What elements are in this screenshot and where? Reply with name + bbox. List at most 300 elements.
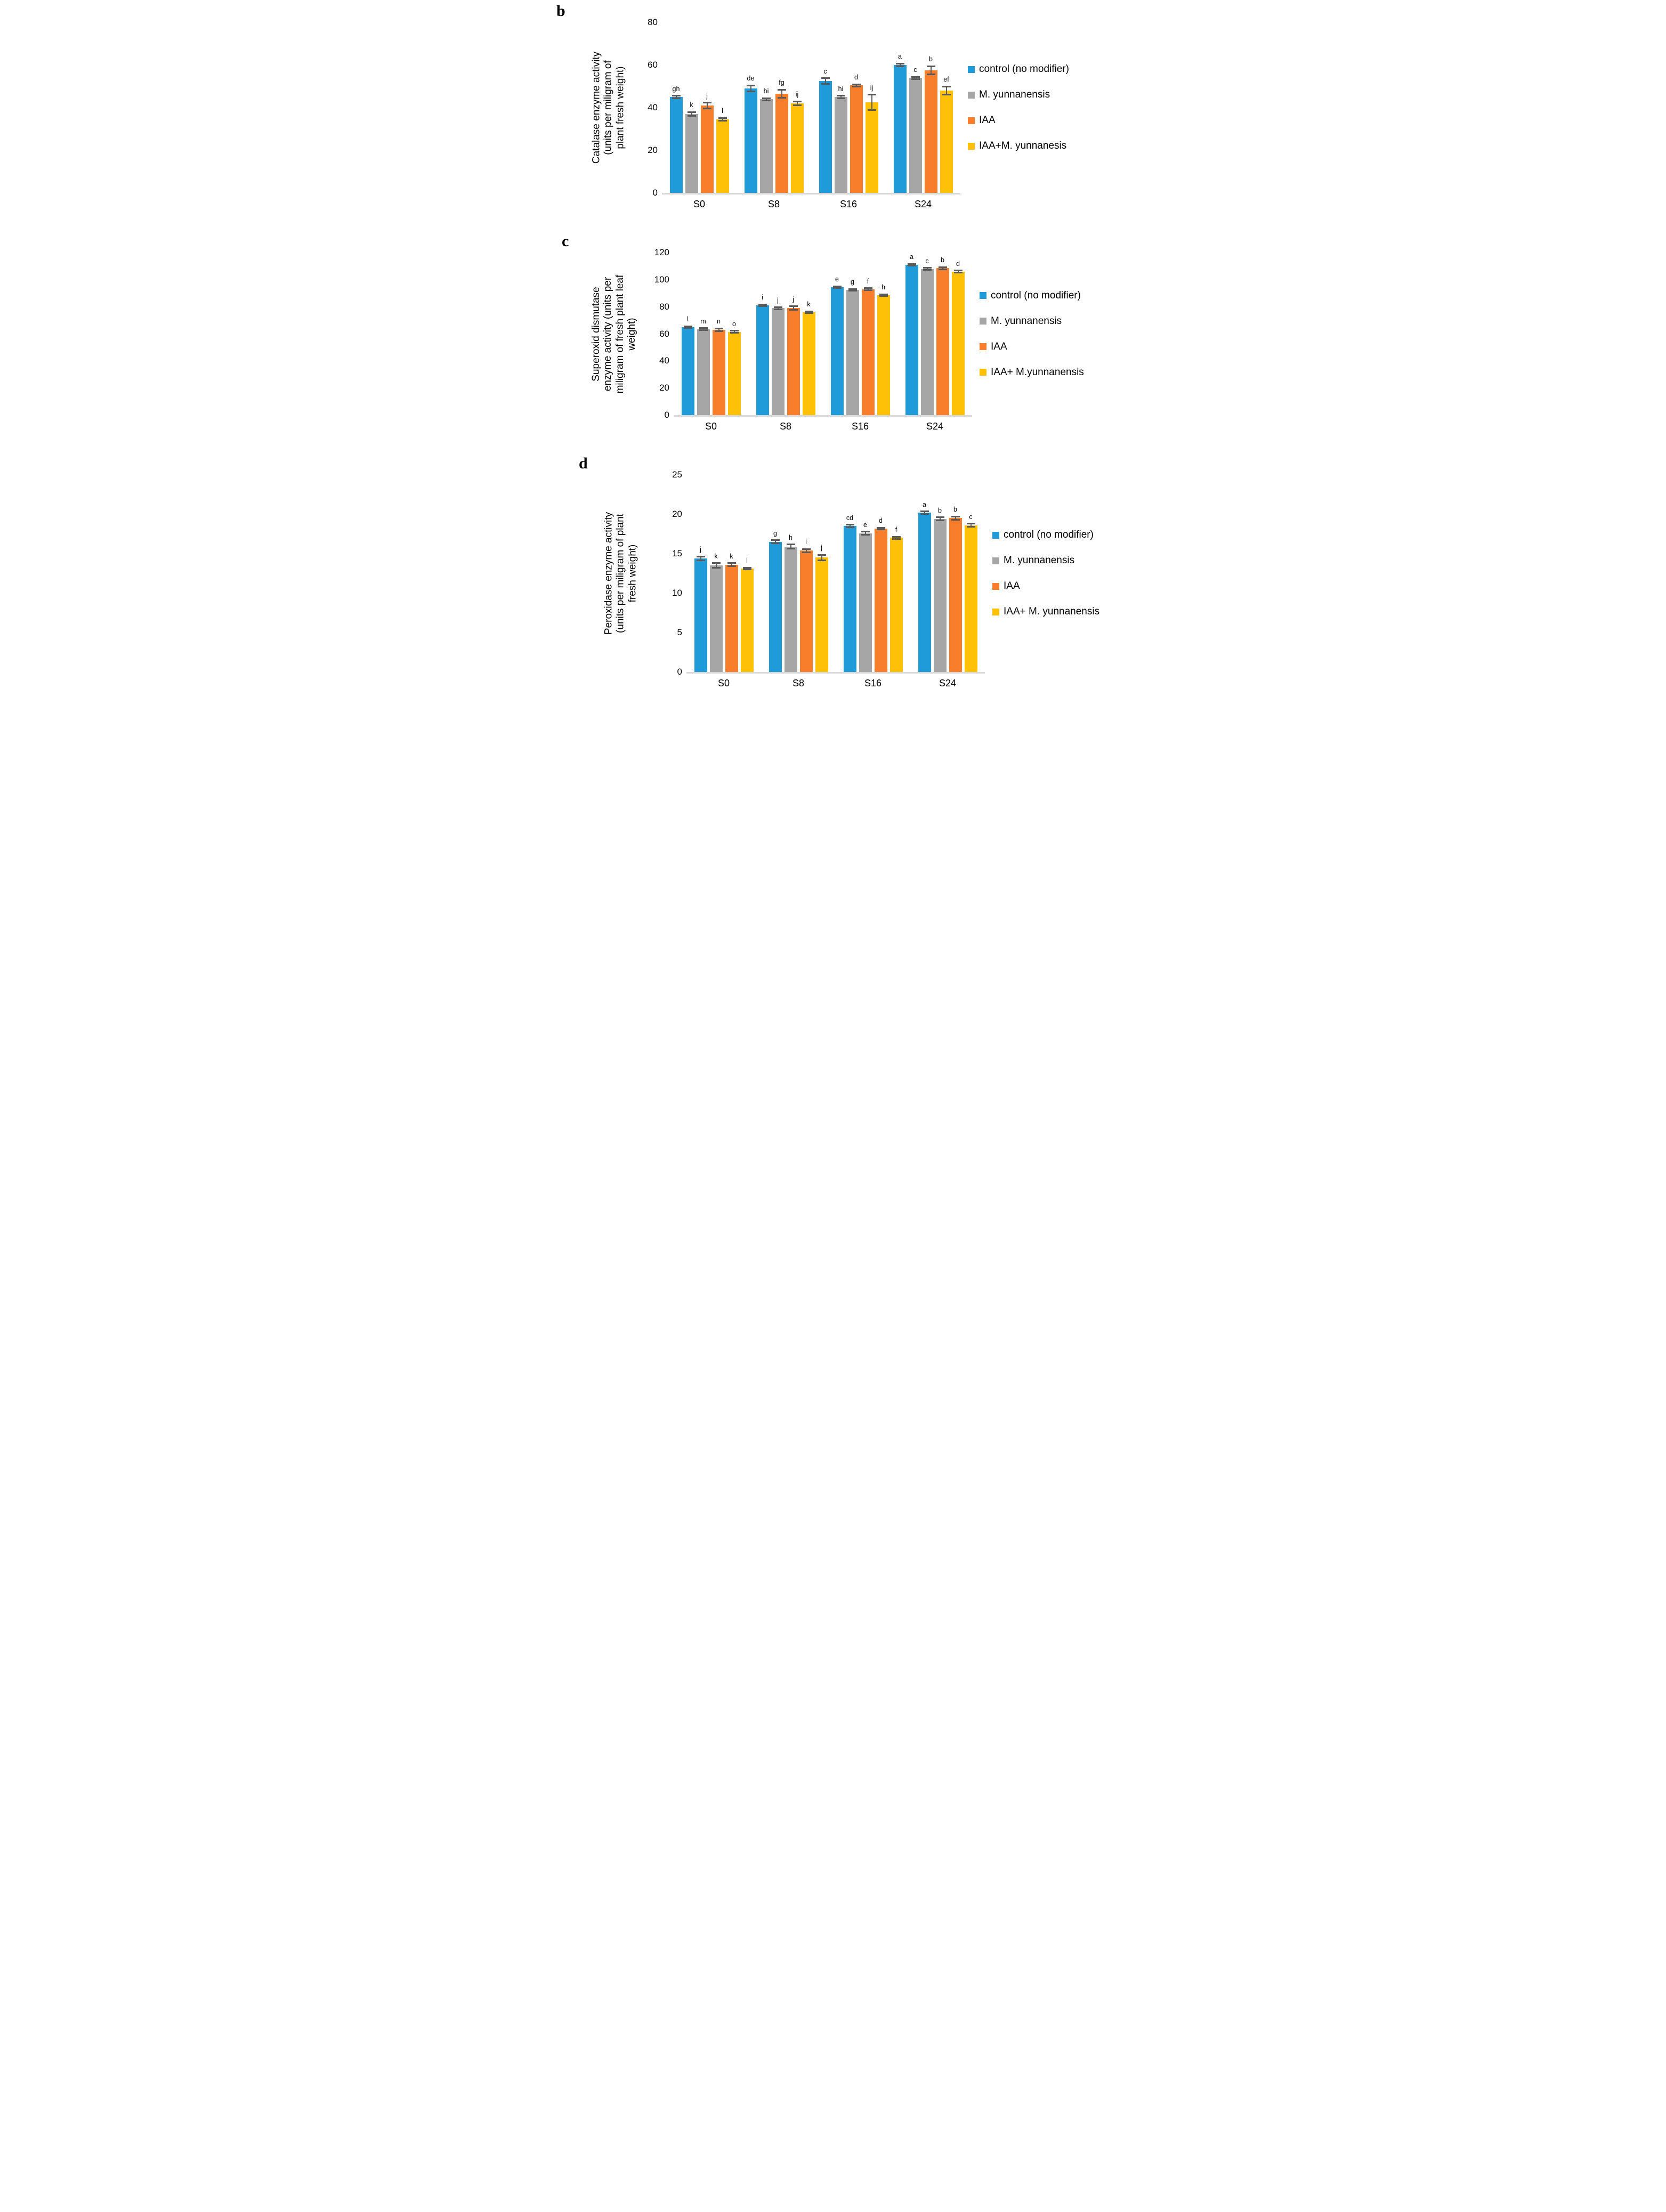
legend-label: IAA [991, 341, 1007, 352]
panel-b [555, 3, 1111, 210]
bar-group-S16 [817, 22, 880, 193]
bar-slot [694, 475, 707, 672]
significance-letter: c [925, 257, 929, 265]
y-tick-label: 0 [652, 188, 658, 198]
bar [670, 97, 683, 193]
bar-group-S0 [668, 22, 731, 193]
bar-slot [940, 22, 953, 193]
y-tick-label: 20 [672, 509, 682, 519]
error-bar-cap-top [954, 270, 963, 271]
bar [697, 329, 710, 415]
y-tick-label: 0 [677, 667, 682, 677]
legend-item [968, 115, 1069, 126]
bar-slot [949, 475, 962, 672]
error-bar-cap-bottom [942, 94, 951, 95]
legend-swatch-icon [968, 66, 975, 73]
chart-row [555, 247, 1111, 420]
error-bar-cap-top [927, 66, 935, 67]
bar-slot [909, 22, 922, 193]
legend-label: control (no modifier) [1004, 529, 1094, 540]
significance-letter: e [863, 521, 867, 529]
error-bar-cap-top [778, 89, 786, 91]
error-bar-cap-bottom [864, 289, 872, 291]
error-bar-cap-top [936, 516, 944, 518]
bar-slot [890, 475, 903, 672]
bar-slot [756, 253, 769, 415]
panel-letter: b [556, 2, 565, 20]
significance-letter: gh [672, 85, 680, 93]
bar-slot [745, 22, 757, 193]
error-bar-cap-bottom [718, 120, 727, 121]
error-bar-cap-top [821, 77, 830, 79]
significance-letter: hi [763, 87, 769, 95]
bar [769, 542, 782, 672]
error-bar-cap-bottom [699, 329, 708, 331]
legend [992, 475, 1099, 672]
significance-letter: j [792, 295, 794, 303]
bar [850, 85, 863, 193]
bar [934, 519, 947, 672]
bar [835, 97, 847, 193]
figure-enzyme-activity-panels [555, 0, 1111, 689]
error-bar-cap-top [747, 85, 755, 86]
legend-item [980, 315, 1084, 327]
bar [862, 289, 875, 415]
bar-slot [850, 22, 863, 193]
bar [682, 327, 694, 415]
bar-slot [815, 475, 828, 672]
error-bar-cap-top [802, 548, 811, 550]
error-bar-cap-bottom [778, 97, 786, 99]
bar [710, 565, 723, 672]
error-bar-cap-top [758, 304, 767, 305]
bar-slot [831, 253, 844, 415]
error-bar-cap-bottom [908, 265, 916, 266]
significance-letter: f [895, 526, 897, 534]
x-category-label: S8 [792, 678, 805, 688]
chart-row [555, 17, 1111, 198]
error-bar-cap-bottom [861, 534, 870, 536]
y-tick-label: 5 [677, 627, 682, 637]
bar-slot [682, 253, 694, 415]
x-category-label: S16 [864, 678, 882, 688]
plot-area [662, 22, 960, 195]
bar [760, 99, 773, 193]
y-axis-title-wrap [581, 22, 636, 193]
error-bar-cap-top [715, 328, 723, 329]
bar-slot [800, 475, 813, 672]
bar [921, 269, 934, 416]
legend-item [980, 367, 1084, 378]
error-bar-cap-top [852, 84, 861, 85]
y-axis-ticks [636, 17, 662, 198]
bar-slot [701, 22, 714, 193]
bar [772, 308, 785, 415]
error-bar-cap-top [789, 305, 798, 307]
error-bar-cap-bottom [688, 115, 696, 117]
significance-letter: ef [943, 76, 949, 84]
legend-label: M. yunnanensis [1004, 555, 1075, 566]
bar [713, 330, 725, 415]
significance-letter: i [762, 294, 763, 302]
error-bar-cap-top [848, 288, 857, 290]
significance-letter: j [706, 92, 708, 100]
legend-swatch-icon [968, 143, 975, 150]
bar-slot [965, 475, 977, 672]
y-tick-label: 120 [654, 247, 669, 257]
error-bar-cap-top [942, 86, 951, 87]
bar-group-S8 [767, 475, 830, 672]
bar-slot [877, 253, 890, 415]
error-bar-cap-bottom [927, 74, 935, 75]
error-bar-cap-bottom [821, 83, 830, 85]
bar [785, 547, 797, 672]
bar-group-S8 [742, 22, 805, 193]
legend-swatch-icon [980, 343, 986, 350]
y-tick-label: 40 [648, 102, 658, 112]
significance-letter: j [700, 546, 701, 554]
x-axis-category-row [662, 199, 960, 210]
bar-slot [921, 253, 934, 415]
bar-slot [934, 475, 947, 672]
legend-item [992, 580, 1099, 592]
y-tick-label: 80 [648, 17, 658, 27]
y-axis-title: Catalase enzyme activity (units per miligram of plant fresh weight) [591, 51, 626, 164]
error-bar-cap-top [743, 567, 751, 569]
bar-slot [862, 253, 875, 415]
legend-swatch-icon [980, 318, 986, 325]
significance-letter: c [823, 67, 827, 75]
y-tick-label: 80 [659, 301, 669, 312]
error-bar-cap-bottom [818, 560, 826, 561]
error-bar-cap-top [868, 94, 876, 95]
bar [787, 308, 800, 415]
bar [890, 538, 903, 672]
bar-group-S16 [829, 253, 892, 415]
significance-letter: e [835, 276, 839, 283]
bar [905, 265, 918, 415]
bar-slot [925, 22, 937, 193]
error-bar-cap-top [727, 562, 736, 564]
y-axis-title: Superoxid dismutase enzyme activity (units per miligram of fresh plant leaf weight) [591, 274, 638, 393]
error-bar-cap-top [774, 306, 782, 308]
error-bar-cap-bottom [747, 91, 755, 92]
error-bar-cap-top [697, 556, 705, 557]
error-bar-cap-top [920, 511, 929, 512]
bar [877, 295, 890, 415]
error-bar-cap-bottom [762, 100, 771, 101]
legend-label: IAA+M. yunnanesis [979, 140, 1067, 151]
error-bar-cap-top [793, 101, 802, 102]
bar [728, 332, 741, 415]
bar-slot [785, 475, 797, 672]
y-tick-label: 100 [654, 274, 669, 285]
bar [800, 550, 813, 672]
bar-group-S16 [842, 475, 904, 672]
error-bar-cap-bottom [868, 109, 876, 111]
bar [875, 529, 887, 672]
significance-letter: d [956, 260, 960, 268]
legend-label: M. yunnanensis [979, 89, 1050, 100]
error-bar-cap-top [939, 266, 947, 268]
error-bar-cap-top [896, 63, 904, 64]
bar-slot [725, 475, 738, 672]
error-bar-cap-top [699, 327, 708, 329]
significance-letter: b [929, 55, 933, 63]
legend-swatch-icon [968, 92, 975, 99]
bar-slot [846, 253, 859, 415]
significance-letter: h [881, 283, 885, 291]
legend-swatch-icon [968, 117, 975, 124]
error-bar-cap-top [672, 95, 681, 96]
legend-label: IAA+ M. yunnanensis [1004, 606, 1100, 617]
error-bar-cap-bottom [967, 526, 975, 528]
y-axis-title: Peroxidase enzyme activity (units per miligram of plant fresh weight) [603, 512, 638, 635]
significance-letter: d [854, 74, 858, 81]
legend-item [968, 63, 1069, 75]
x-category-label: S8 [767, 199, 780, 209]
bar [894, 65, 907, 193]
error-bar-cap-bottom [715, 330, 723, 332]
significance-letter: k [730, 552, 733, 560]
bar-slot [918, 475, 931, 672]
x-category-label: S0 [717, 678, 730, 688]
significance-letter: m [700, 317, 706, 325]
bar [716, 119, 729, 193]
bar [791, 103, 804, 193]
legend-label: IAA+ M.yunnanensis [991, 366, 1084, 378]
y-tick-label: 0 [664, 410, 669, 420]
legend-label: M. yunnanensis [991, 315, 1062, 327]
legend-item [968, 89, 1069, 101]
error-bar-cap-top [923, 267, 932, 269]
bar-slot [844, 475, 856, 672]
bar-slot [791, 22, 804, 193]
bar-slot [866, 22, 878, 193]
error-bar-cap-top [861, 531, 870, 532]
significance-letter: i [805, 538, 807, 546]
y-tick-label: 25 [672, 469, 682, 480]
bar-group-S0 [680, 253, 742, 415]
bar-slot [760, 22, 773, 193]
bar [725, 565, 738, 672]
y-tick-label: 20 [648, 145, 658, 155]
significance-letter: n [717, 318, 721, 326]
error-bar-cap-bottom [837, 98, 845, 99]
y-axis [555, 17, 662, 198]
error-bar-cap-top [908, 263, 916, 265]
error-bar-cap-top [718, 117, 727, 119]
legend-swatch-icon [980, 369, 986, 376]
legend [980, 253, 1084, 415]
significance-letter: cd [846, 514, 854, 522]
error-bar-cap-bottom [672, 98, 681, 99]
plot-area [686, 475, 985, 674]
bar [803, 312, 815, 415]
bar [756, 305, 769, 415]
error-bar-cap-bottom [852, 86, 861, 87]
error-bar-cap-top [837, 95, 845, 96]
bar-slot [905, 253, 918, 415]
y-axis-title-wrap [581, 475, 661, 672]
y-axis-ticks [648, 247, 674, 420]
significance-letter: f [867, 277, 869, 285]
significance-letter: j [777, 296, 779, 304]
bar [918, 513, 931, 672]
significance-letter: b [941, 256, 944, 264]
legend-item [980, 290, 1084, 302]
bar-slot [936, 253, 949, 415]
bar-slot [835, 22, 847, 193]
bar-group-S0 [692, 475, 755, 672]
error-bar-cap-top [833, 286, 842, 287]
bar-slot [772, 253, 785, 415]
error-bar-cap-bottom [896, 66, 904, 67]
y-axis [555, 247, 674, 420]
significance-letter: c [969, 513, 973, 521]
error-bar-cap-bottom [730, 332, 739, 334]
bar [846, 290, 859, 415]
significance-letter: k [714, 552, 718, 560]
error-bar-cap-top [730, 330, 739, 331]
significance-letter: l [722, 107, 723, 115]
x-category-label: S24 [914, 199, 932, 209]
bar-group-S24 [892, 22, 955, 193]
significance-letter: hi [838, 85, 844, 93]
error-bar-cap-bottom [920, 513, 929, 515]
error-bar-cap-top [805, 311, 813, 312]
bar [694, 558, 707, 672]
bar [819, 81, 832, 193]
bar-slot [728, 253, 741, 415]
bar [701, 106, 714, 193]
error-bar-cap-top [818, 554, 826, 556]
bar-slot [894, 22, 907, 193]
legend-item [992, 529, 1099, 541]
significance-letter: c [913, 66, 917, 74]
error-bar-cap-bottom [787, 548, 795, 549]
x-category-label: S16 [839, 199, 858, 209]
error-bar-cap-bottom [727, 565, 736, 567]
significance-letter: de [747, 75, 755, 83]
bar [936, 268, 949, 415]
bar [685, 114, 698, 193]
bar-slot [685, 22, 698, 193]
x-category-label: S0 [705, 421, 717, 432]
legend-label: control (no modifier) [979, 63, 1069, 75]
bar [745, 88, 757, 193]
legend-swatch-icon [980, 292, 986, 299]
x-category-label: S0 [693, 199, 706, 209]
x-category-label: S16 [851, 421, 869, 432]
legend-item [968, 140, 1069, 152]
legend-label: control (no modifier) [991, 289, 1081, 301]
error-bar-cap-bottom [771, 542, 780, 544]
significance-letter: b [938, 506, 942, 514]
bar [949, 518, 962, 672]
error-bar-cap-bottom [877, 529, 885, 530]
error-bar-cap-bottom [879, 295, 888, 297]
error-bar-cap-bottom [848, 290, 857, 291]
y-tick-label: 20 [659, 383, 669, 393]
error-bar-cap-bottom [805, 312, 813, 314]
legend-swatch-icon [992, 609, 999, 615]
bar [775, 94, 788, 193]
error-bar-cap-top [892, 536, 901, 538]
error-bar-cap-bottom [684, 327, 692, 329]
plot-area [674, 253, 972, 417]
bar-group-S8 [754, 253, 817, 415]
error-bar-stem [871, 95, 872, 110]
error-bar-cap-top [787, 544, 795, 545]
significance-letter: a [910, 253, 913, 261]
bar [940, 91, 953, 193]
error-bar-cap-top [712, 562, 721, 564]
panel-d [555, 456, 1111, 689]
bar-slot [803, 253, 815, 415]
legend [968, 22, 1069, 193]
error-bar-cap-top [967, 523, 975, 524]
bar-slot [859, 475, 872, 672]
bar-slot [819, 22, 832, 193]
error-bar-cap-top [864, 287, 872, 289]
error-bar-cap-bottom [712, 567, 721, 569]
error-bar-cap-bottom [939, 269, 947, 270]
error-bar-cap-bottom [936, 520, 944, 521]
error-bar-cap-bottom [758, 305, 767, 307]
bar [831, 287, 844, 415]
y-tick-label: 40 [659, 355, 669, 366]
legend-label: IAA [979, 115, 996, 126]
significance-letter: h [789, 533, 792, 541]
bar-slot [697, 253, 710, 415]
error-bar-cap-bottom [703, 108, 711, 109]
error-bar-cap-bottom [789, 309, 798, 311]
error-bar-cap-bottom [954, 272, 963, 273]
bar-slot [713, 253, 725, 415]
x-category-label: S8 [779, 421, 792, 432]
error-bar-cap-bottom [846, 526, 854, 528]
error-bar-cap-bottom [743, 569, 751, 570]
bar-group-S24 [916, 475, 979, 672]
x-axis-category-row [674, 421, 972, 432]
error-bar-cap-bottom [833, 287, 842, 289]
significance-letter: l [687, 315, 689, 323]
bar-slot [952, 253, 965, 415]
bar [815, 557, 828, 672]
significance-letter: g [773, 529, 777, 537]
y-axis [555, 469, 686, 677]
y-tick-label: 60 [648, 60, 658, 70]
panel-letter: c [562, 232, 569, 250]
error-bar-cap-top [762, 98, 771, 99]
bar [844, 526, 856, 672]
legend-item [980, 341, 1084, 353]
legend-swatch-icon [992, 583, 999, 590]
error-bar-cap-top [688, 111, 696, 113]
significance-letter: k [690, 101, 693, 109]
bar [965, 525, 977, 672]
significance-letter: k [807, 301, 811, 309]
legend-swatch-icon [992, 532, 999, 539]
bar-slot [716, 22, 729, 193]
significance-letter: b [953, 506, 957, 514]
significance-letter: d [879, 517, 883, 525]
y-tick-label: 15 [672, 548, 682, 558]
error-bar-cap-bottom [697, 560, 705, 561]
bar-slot [787, 253, 800, 415]
bar [741, 569, 754, 672]
